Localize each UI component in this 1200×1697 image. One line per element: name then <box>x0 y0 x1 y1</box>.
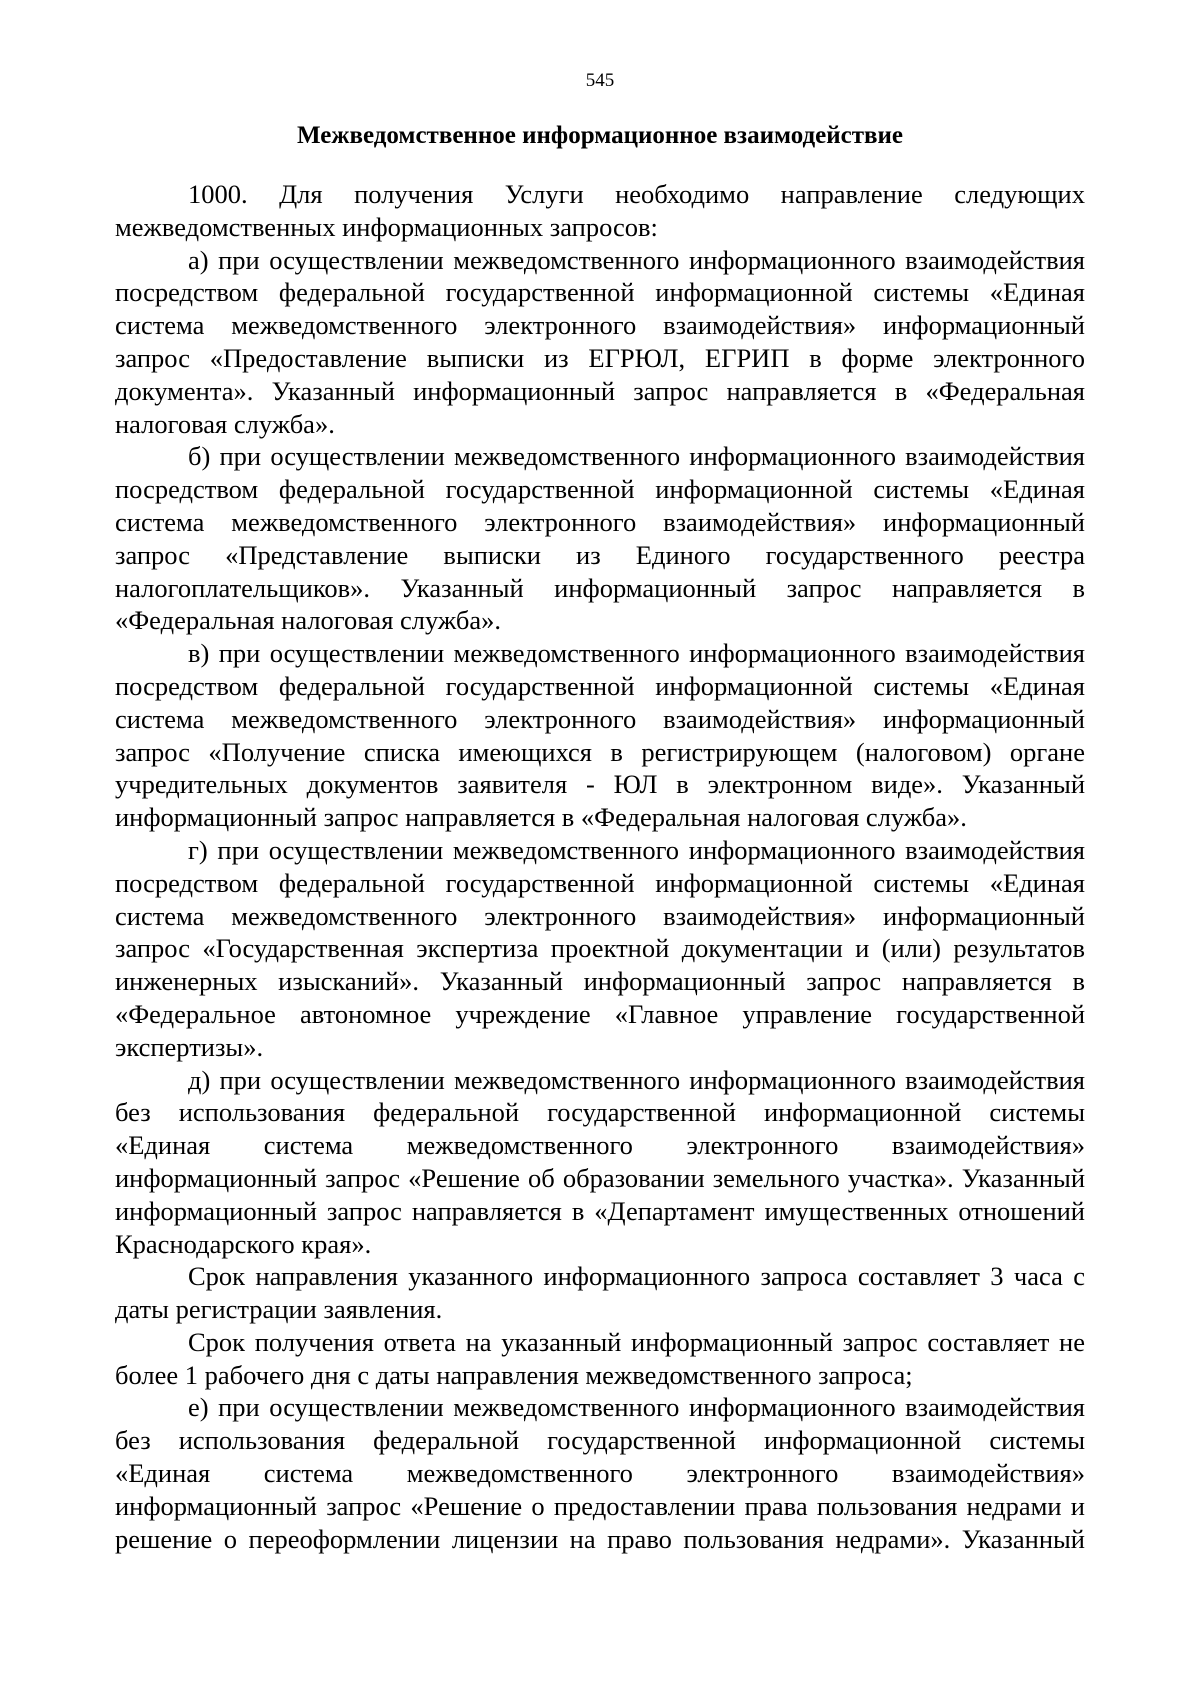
text-line: 1000. Для получения Услуги необходимо направление следующих <box>188 179 1085 209</box>
text-line: информационный запрос направляется в «Федеральная налоговая служба». <box>115 802 967 833</box>
text-line: «Федеральное автономное учреждение «Главное управление государственной <box>115 998 1085 1029</box>
text-line: посредством федеральной государственной информационной системы «Единая <box>115 670 1085 701</box>
text-line: а) при осуществлении межведомственного информационного взаимодействия <box>188 244 1085 275</box>
text-line: д) при осуществлении межведомственного информационного взаимодействия <box>188 1064 1085 1095</box>
text-line: г) при осуществлении межведомственного информационного взаимодействия <box>188 834 1085 865</box>
text-line: посредством федеральной государственной информационной системы «Единая <box>115 867 1085 898</box>
text-line: система межведомственного электронного взаимодействия» информационный <box>115 506 1085 537</box>
text-line: запрос «Государственная экспертиза проектной документации и (или) результатов <box>115 933 1085 964</box>
text-line: б) при осуществлении межведомственного информационного взаимодействия <box>188 441 1085 472</box>
text-line: учредительных документов заявителя - ЮЛ в электронном виде». Указанный <box>115 769 1085 800</box>
text-line: запрос «Представление выписки из Единого государственного реестра <box>115 539 1085 570</box>
text-line: посредством федеральной государственной информационной системы «Единая <box>115 474 1085 505</box>
text-line: информационный запрос «Решение о предоставлении права пользования недрами и <box>115 1490 1085 1521</box>
page-number: 545 <box>585 70 615 91</box>
text-line: запрос «Предоставление выписки из ЕГРЮЛ, ЕГРИП в форме электронного <box>115 342 1085 373</box>
text-line: Срок направления указанного информационного запроса составляет 3 часа с <box>188 1261 1085 1292</box>
text-line: более 1 рабочего дня с даты направления межведомственного запроса; <box>115 1359 913 1390</box>
text-line: е) при осуществлении межведомственного информационного взаимодействия <box>188 1392 1085 1423</box>
text-line: Краснодарского края». <box>115 1228 372 1259</box>
section-title: Межведомственное информационное взаимодействие <box>297 122 903 149</box>
text-line: система межведомственного электронного взаимодействия» информационный <box>115 703 1085 734</box>
text-line: в) при осуществлении межведомственного информационного взаимодействия <box>188 638 1085 669</box>
text-line: «Единая система межведомственного электронного взаимодействия» <box>115 1458 1085 1489</box>
text-line: даты регистрации заявления. <box>115 1294 443 1325</box>
text-line: «Федеральная налоговая служба». <box>115 605 501 636</box>
text-line: посредством федеральной государственной информационной системы «Единая <box>115 277 1085 308</box>
text-line: без использования федеральной государственной информационной системы <box>115 1425 1085 1456</box>
text-line: налоговая служба». <box>115 408 335 439</box>
text-line: экспертизы». <box>115 1031 264 1062</box>
text-line: запрос «Получение списка имеющихся в регистрирующем (налоговом) органе <box>115 736 1085 767</box>
text-line: информационный запрос «Решение об образовании земельного участка». Указанный <box>115 1162 1085 1193</box>
text-line: информационный запрос направляется в «Департамент имущественных отношений <box>115 1195 1085 1226</box>
text-line: Срок получения ответа на указанный информационный запрос составляет не <box>188 1326 1085 1357</box>
text-line: документа». Указанный информационный запрос направляется в «Федеральная <box>115 375 1085 406</box>
text-line: инженерных изысканий». Указанный информационный запрос направляется в <box>115 966 1085 997</box>
document-body <box>115 178 1085 1555</box>
text-line: решение о переоформлении лицензии на право пользования недрами». Указанный <box>115 1523 1085 1554</box>
text-line: система межведомственного электронного взаимодействия» информационный <box>115 900 1085 931</box>
text-line: без использования федеральной государственной информационной системы <box>115 1097 1085 1128</box>
text-line: налогоплательщиков». Указанный информационный запрос направляется в <box>115 572 1085 603</box>
text-line: система межведомственного электронного взаимодействия» информационный <box>115 310 1085 341</box>
text-line: «Единая система межведомственного электронного взаимодействия» <box>115 1130 1085 1161</box>
text-line: межведомственных информационных запросов: <box>115 211 658 242</box>
